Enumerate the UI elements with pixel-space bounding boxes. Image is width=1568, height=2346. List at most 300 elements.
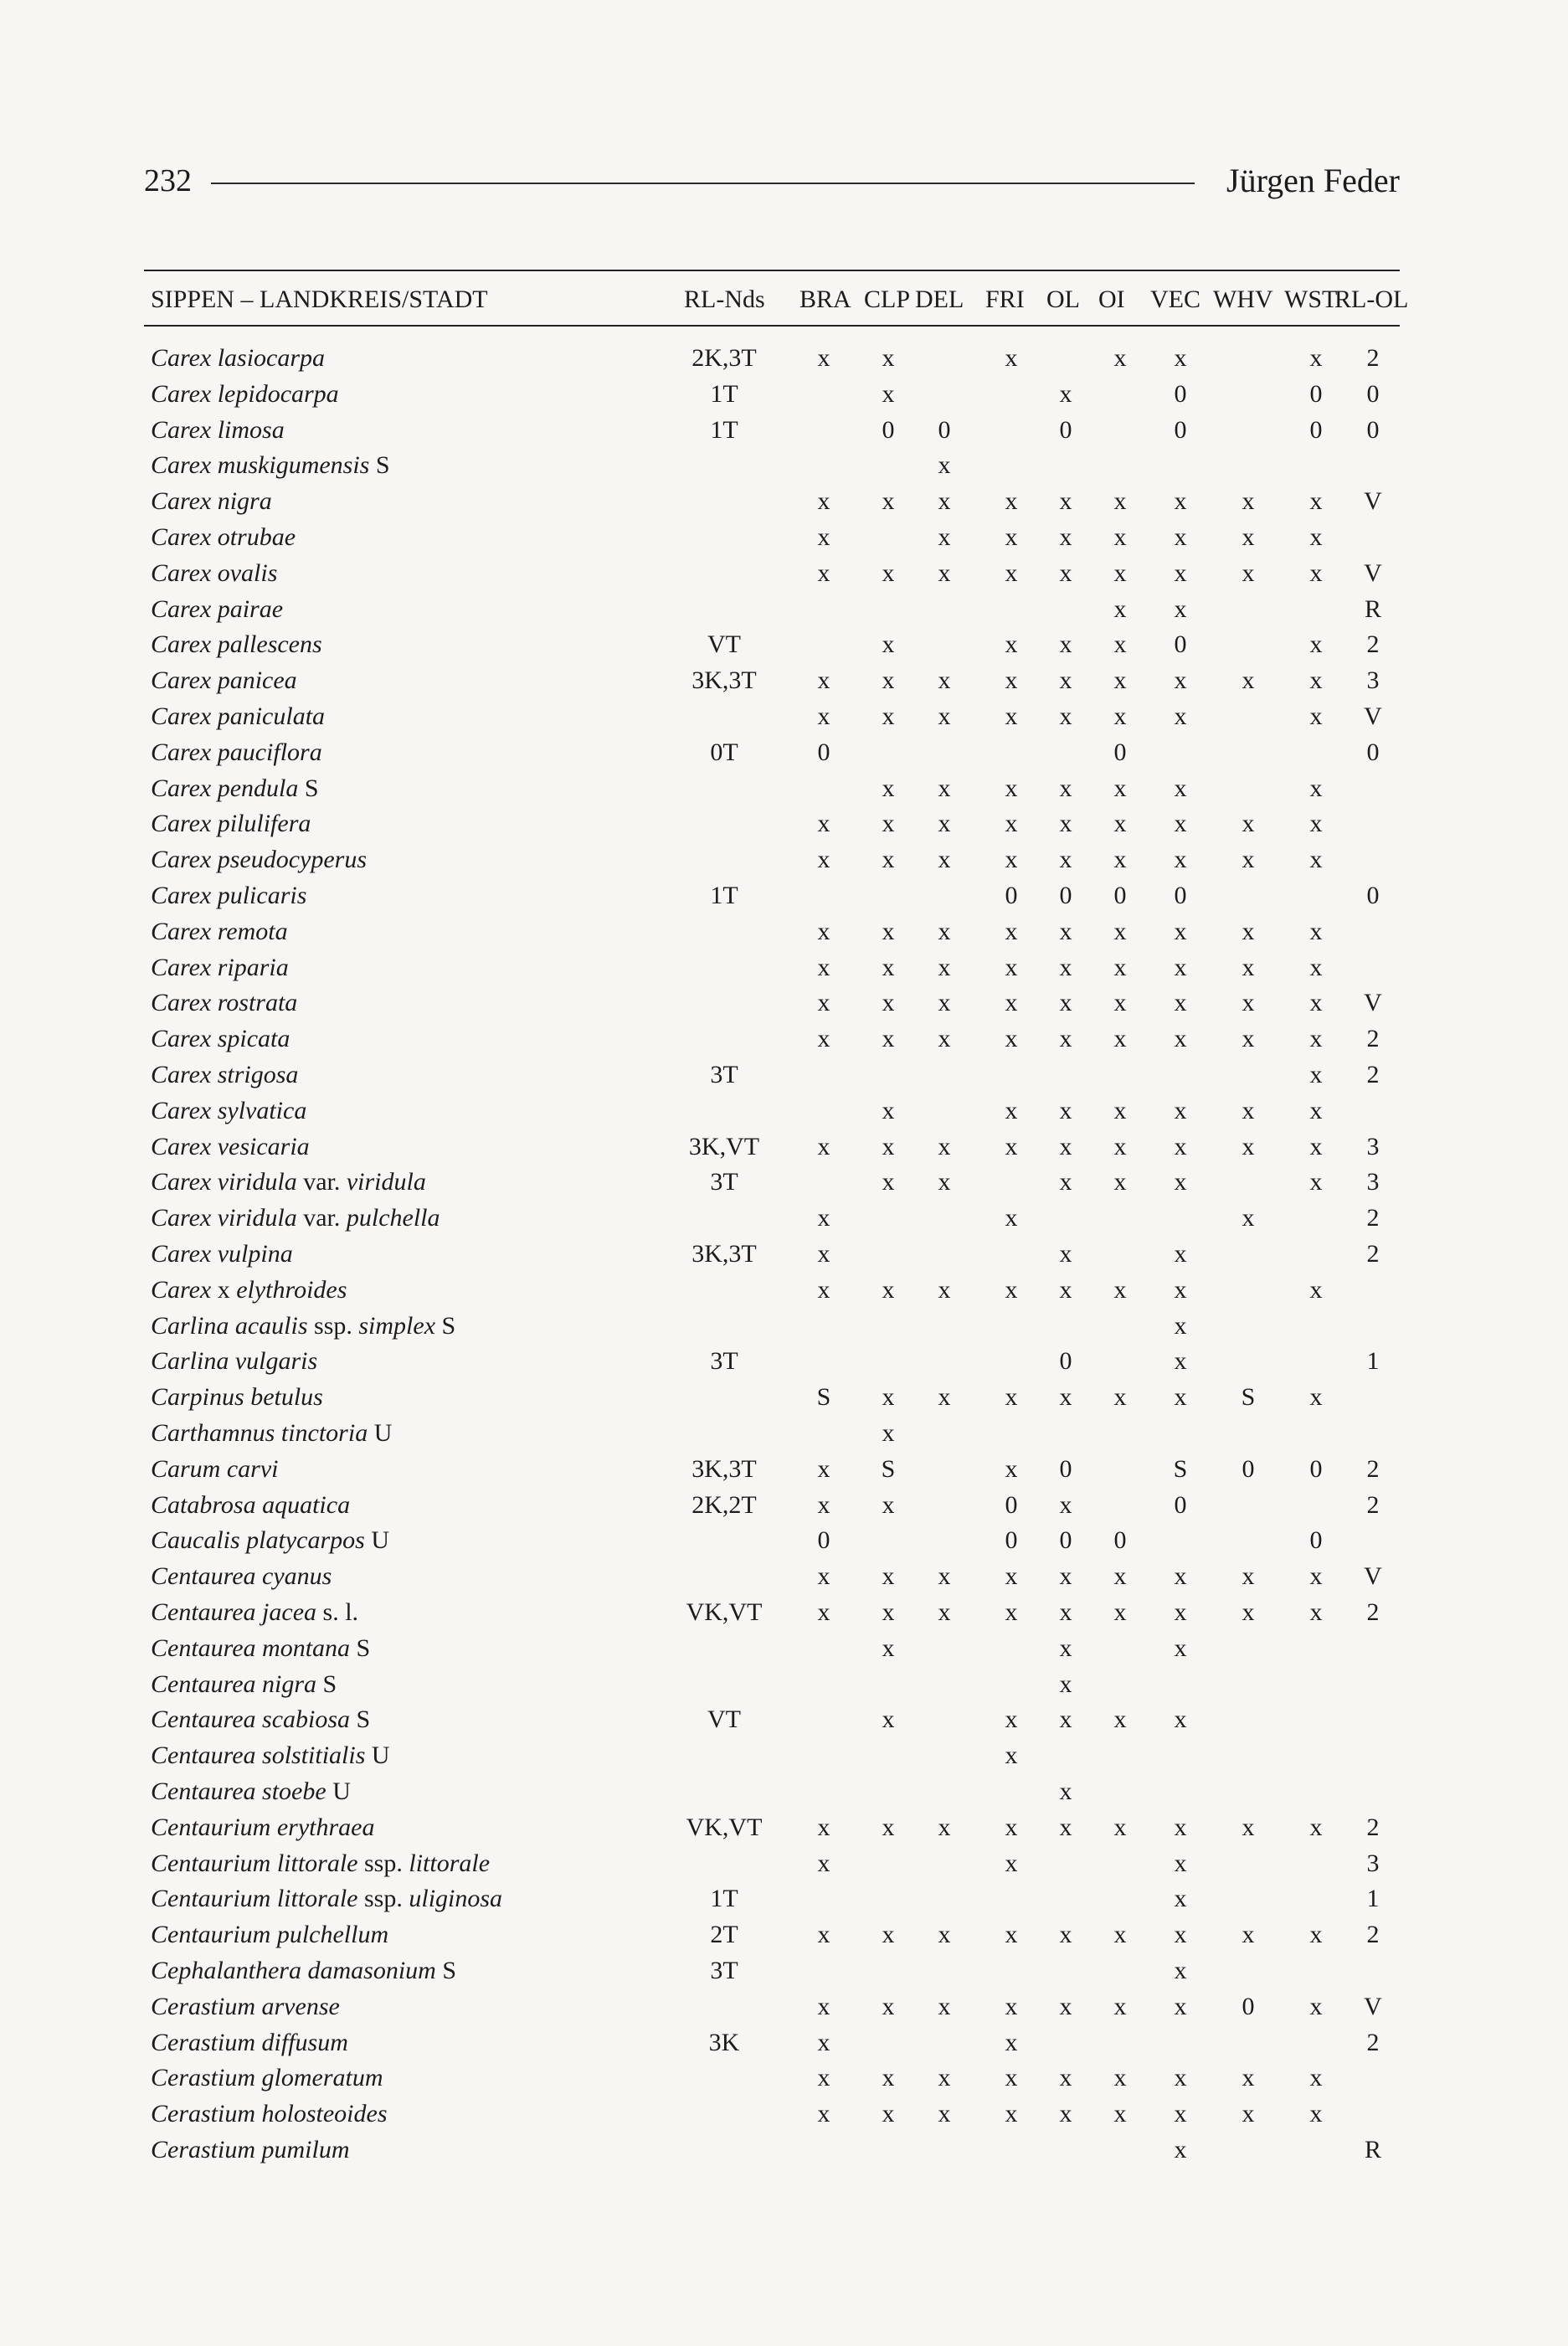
table-cell: x <box>1059 558 1072 587</box>
table-row <box>144 1595 1400 1630</box>
table-cell: 2 <box>1366 630 1380 659</box>
table-cell: 0 <box>1309 379 1323 408</box>
table-cell: x <box>882 1562 895 1591</box>
taxon-name-part: Carex vulpina <box>151 1240 293 1268</box>
table-cell: x <box>1059 630 1072 659</box>
taxon-name <box>151 1021 290 1057</box>
table-cell: x <box>817 846 830 874</box>
table-cell: x <box>1005 1204 1018 1232</box>
table-cell: x <box>882 1275 895 1304</box>
table-cell: 0 <box>1059 882 1072 909</box>
table-cell: x <box>1005 523 1018 551</box>
table-cell: x <box>1174 1347 1187 1376</box>
taxon-name-part: Carex lepidocarpa <box>151 379 339 408</box>
table-cell: x <box>817 1132 830 1160</box>
table-cell: x <box>1113 558 1127 587</box>
table-cell: x <box>1174 1025 1187 1053</box>
table-cell: x <box>1113 1705 1127 1734</box>
table-cell: x <box>1113 594 1127 623</box>
table-cell: VT <box>707 1705 741 1734</box>
column-header: CLP <box>864 286 911 313</box>
table-cell: x <box>1113 774 1127 802</box>
table-cell: x <box>1242 989 1255 1017</box>
table-cell: x <box>817 1598 830 1626</box>
taxon-name <box>151 1165 426 1200</box>
table-cell: x <box>1005 1096 1018 1124</box>
taxon-name <box>151 1344 317 1379</box>
taxon-name-part: S <box>435 1311 456 1340</box>
taxon-name-part: Centaurea stoebe <box>151 1778 326 1805</box>
taxon-name-part: elythroides <box>236 1275 347 1304</box>
taxon-name <box>151 663 297 698</box>
table-cell: S <box>816 1383 831 1412</box>
table-cell: 0 <box>817 738 830 766</box>
table-row <box>144 663 1400 698</box>
table-cell: x <box>882 953 895 981</box>
table-cell: 3 <box>1366 1168 1380 1196</box>
table-cell: 1 <box>1366 1347 1380 1376</box>
table-cell: x <box>882 379 895 408</box>
taxon-name-part: Carex strigosa <box>151 1061 299 1088</box>
taxon-name-part: Carex riparia <box>151 953 289 981</box>
table-cell: x <box>1059 1132 1072 1160</box>
table-row <box>144 771 1400 806</box>
table-cell: x <box>817 523 830 551</box>
table-cell: x <box>1309 2064 1323 2092</box>
table-cell: x <box>1059 774 1072 802</box>
taxon-name-part: U <box>326 1778 351 1805</box>
taxon-name-part: Carex pilulifera <box>151 810 311 838</box>
table-cell: x <box>938 2100 951 2128</box>
table-cell: x <box>1174 1096 1187 1124</box>
table-cell: x <box>1113 1383 1127 1412</box>
table-cell: x <box>1174 2064 1187 2092</box>
table-cell: x <box>938 702 951 730</box>
taxon-name-part: U <box>364 1526 389 1555</box>
table-row <box>144 806 1400 841</box>
table-cell: x <box>938 774 951 802</box>
table-cell: x <box>1059 1633 1072 1662</box>
taxon-name-part: S <box>316 1669 337 1698</box>
table-cell: 3T <box>710 1061 738 1088</box>
table-cell: x <box>1174 558 1187 587</box>
taxon-name <box>151 1057 298 1093</box>
taxon-name-part: var. <box>296 1204 347 1232</box>
table-row <box>144 842 1400 877</box>
table-cell: x <box>1309 1598 1323 1626</box>
taxon-name-part: Carex paniculata <box>151 702 326 730</box>
table-cell: x <box>1005 1025 1018 1053</box>
column-header-taxon: SIPPEN – LANDKREIS/STADT <box>151 286 488 313</box>
table-cell: 1 <box>1366 1885 1380 1913</box>
table-row <box>144 1559 1400 1594</box>
table-cell: x <box>1005 702 1018 730</box>
table-cell: x <box>1174 2100 1187 2128</box>
table-cell: x <box>1113 1562 1127 1591</box>
page-header <box>144 161 1400 201</box>
table-cell: x <box>1174 1168 1187 1196</box>
taxon-name-part: Carlina acaulis <box>151 1311 308 1340</box>
taxon-name <box>151 1738 390 1773</box>
table-cell: 3 <box>1366 666 1380 695</box>
table-cell: x <box>1005 1132 1018 1160</box>
taxon-name-part: S <box>350 1633 371 1662</box>
table-cell: x <box>1174 1992 1187 2020</box>
table-cell: x <box>882 1705 895 1734</box>
table-cell: x <box>1242 1921 1255 1949</box>
table-row <box>144 1989 1400 2024</box>
table-cell: x <box>1174 1849 1187 1877</box>
table-cell: x <box>817 917 830 945</box>
taxon-name <box>151 878 306 913</box>
table-cell: x <box>817 1849 830 1877</box>
table-cell: x <box>1005 989 1018 1017</box>
table-cell: x <box>1174 1240 1187 1268</box>
table-cell: x <box>1005 1741 1018 1770</box>
table-cell: x <box>1174 917 1187 945</box>
table-cell: 3K,VT <box>688 1132 760 1160</box>
table-cell: x <box>1059 1025 1072 1053</box>
table-row <box>144 1309 1400 1344</box>
table-cell: x <box>882 1025 895 1053</box>
table-cell: x <box>882 1168 895 1196</box>
taxon-name <box>151 985 297 1021</box>
table-cell: x <box>938 1813 951 1841</box>
table-cell: 0 <box>1059 1454 1072 1483</box>
table-cell: x <box>1005 1921 1018 1949</box>
table-cell: x <box>1174 1562 1187 1591</box>
taxon-name <box>151 1631 370 1666</box>
taxon-name-part: Cerastium glomeratum <box>151 2064 383 2092</box>
table-row <box>144 1881 1400 1916</box>
table-cell: x <box>882 1096 895 1124</box>
taxon-name-part: Carpinus betulus <box>151 1383 323 1412</box>
table-cell: 3 <box>1366 1849 1380 1877</box>
table-cell: x <box>938 953 951 981</box>
taxon-name-part: Centaurea scabiosa <box>151 1705 351 1734</box>
table-cell: x <box>1174 846 1187 874</box>
table-row <box>144 2060 1400 2096</box>
table-cell: x <box>1174 487 1187 516</box>
table-cell: x <box>938 1275 951 1304</box>
table-cell: x <box>1113 846 1127 874</box>
table-cell: x <box>1309 487 1323 516</box>
taxon-name-part: littorale <box>409 1849 491 1877</box>
table-cell: 0 <box>1113 1526 1127 1555</box>
table-cell: 2 <box>1366 344 1380 372</box>
table-cell: x <box>1059 1705 1072 1734</box>
table-cell: x <box>1309 1275 1323 1304</box>
table-cell: x <box>1242 1813 1255 1841</box>
table-row <box>144 1201 1400 1236</box>
table-row <box>144 1917 1400 1952</box>
table-cell: x <box>938 666 951 695</box>
taxon-name-part: Carex sylvatica <box>151 1096 307 1124</box>
table-row <box>144 1344 1400 1379</box>
table-row <box>144 1846 1400 1881</box>
table-cell: 3T <box>710 1168 738 1196</box>
table-cell: x <box>1113 1992 1127 2020</box>
table-cell: x <box>1309 1383 1323 1412</box>
table-cell: x <box>938 487 951 516</box>
table-cell: x <box>1059 1813 1072 1841</box>
table-header-row <box>144 283 1409 316</box>
table-cell: x <box>938 1168 951 1196</box>
table-cell: x <box>1059 1669 1072 1698</box>
table-cell: x <box>1005 2100 1018 2128</box>
table-cell: x <box>1242 810 1255 838</box>
table-cell: x <box>1005 344 1018 372</box>
table-row <box>144 1129 1400 1165</box>
table-cell: x <box>882 989 895 1017</box>
column-header: OL <box>1046 286 1080 313</box>
table-cell: x <box>1059 953 1072 981</box>
table-cell: x <box>1174 1633 1187 1662</box>
table-cell: x <box>817 558 830 587</box>
table-cell: x <box>817 2064 830 2092</box>
table-cell: x <box>882 1813 895 1841</box>
table-cell: x <box>1242 1132 1255 1160</box>
table-cell: x <box>1113 666 1127 695</box>
table-cell: x <box>1005 774 1018 802</box>
table-cell: VT <box>707 630 741 659</box>
taxon-name-part: Carex nigra <box>151 487 272 516</box>
table-header-rule <box>144 325 1400 327</box>
column-header: DEL <box>915 286 964 313</box>
taxon-name-part: Carex pendula <box>151 774 299 802</box>
taxon-name-part: Carex muskigumensis <box>151 451 370 480</box>
table-cell: x <box>1309 702 1323 730</box>
table-cell: x <box>1005 2028 1018 2056</box>
table-cell: x <box>817 989 830 1017</box>
table-cell: 3 <box>1366 1132 1380 1160</box>
table-cell: x <box>817 810 830 838</box>
table-row <box>144 1452 1400 1487</box>
taxon-name <box>151 520 296 555</box>
table-cell: 0 <box>882 415 895 444</box>
table-cell: 0 <box>1366 415 1380 444</box>
taxon-name-part: Carex viridula <box>151 1168 297 1196</box>
table-row <box>144 592 1400 627</box>
table-cell: x <box>1174 1132 1187 1160</box>
taxon-name-part: var. <box>296 1168 347 1196</box>
table-cell: x <box>1005 1383 1018 1412</box>
table-cell: 1T <box>710 1885 738 1913</box>
table-row <box>144 878 1400 913</box>
table-cell: 3T <box>710 1957 738 1984</box>
table-cell: 0 <box>1005 882 1018 909</box>
table-cell: x <box>1309 558 1323 587</box>
taxon-name <box>151 1129 310 1165</box>
table-cell: x <box>1174 810 1187 838</box>
table-cell: x <box>1059 1383 1072 1412</box>
table-cell: x <box>1309 989 1323 1017</box>
taxon-name-part: simplex <box>358 1311 436 1340</box>
table-cell: x <box>1174 2136 1187 2163</box>
taxon-name <box>151 377 339 412</box>
table-cell: 1T <box>710 415 738 444</box>
table-cell: x <box>1005 1705 1018 1734</box>
table-cell: 2 <box>1366 1240 1380 1268</box>
table-row <box>144 341 1400 376</box>
taxon-name <box>151 842 367 877</box>
column-header: RL-OL <box>1334 286 1409 313</box>
taxon-name-part: x <box>211 1275 237 1304</box>
table-cell: x <box>882 917 895 945</box>
taxon-name-part: ssp. <box>357 1849 409 1877</box>
table-cell: x <box>1174 1813 1187 1841</box>
taxon-name-part: pulchella <box>346 1204 440 1232</box>
taxon-name <box>151 2025 348 2060</box>
table-row <box>144 1631 1400 1666</box>
taxon-name <box>151 627 322 662</box>
table-cell: x <box>1113 2064 1127 2092</box>
column-header: WHV <box>1213 286 1273 313</box>
taxon-name-part: Carex panicea <box>151 666 297 695</box>
table-cell: 0 <box>1242 1992 1255 2020</box>
table-row <box>144 1237 1400 1272</box>
table-cell: 0 <box>1059 1347 1072 1376</box>
taxon-name <box>151 1846 490 1881</box>
table-cell: x <box>1174 953 1187 981</box>
table-cell: x <box>1113 1921 1127 1949</box>
table-row <box>144 1093 1400 1129</box>
taxon-name <box>151 2132 350 2168</box>
taxon-name-part: S <box>350 1705 371 1734</box>
table-cell: x <box>1309 810 1323 838</box>
column-header: VEC <box>1150 286 1200 313</box>
table-cell: x <box>882 1383 895 1412</box>
table-cell: V <box>1364 1992 1382 2020</box>
table-cell: x <box>1309 2100 1323 2128</box>
table-cell: R <box>1364 2136 1382 2163</box>
table-cell: V <box>1364 558 1382 587</box>
table-cell: x <box>1242 487 1255 516</box>
table-cell: x <box>1059 1562 1072 1591</box>
table-cell: x <box>1113 630 1127 659</box>
table-cell: x <box>817 1025 830 1053</box>
taxon-name <box>151 2096 388 2132</box>
table-cell: x <box>882 2064 895 2092</box>
table-cell: x <box>1174 989 1187 1017</box>
taxon-name-part: Centaurea cyanus <box>151 1562 332 1591</box>
table-cell: 2 <box>1366 1490 1380 1519</box>
table-row <box>144 1953 1400 1988</box>
table-cell: x <box>817 702 830 730</box>
table-row <box>144 1738 1400 1773</box>
taxon-name-part: Catabrosa aquatica <box>151 1490 351 1519</box>
taxon-name-part: s. l. <box>316 1598 359 1626</box>
column-header: FRI <box>985 286 1025 313</box>
table-cell: x <box>1005 810 1018 838</box>
table-cell: 0 <box>1174 630 1187 659</box>
table-cell: x <box>1174 1598 1187 1626</box>
taxon-name-part: Carlina vulgaris <box>151 1347 318 1376</box>
table-row <box>144 556 1400 591</box>
table-cell: x <box>1242 917 1255 945</box>
table-cell: x <box>882 1419 895 1447</box>
table-cell: x <box>1059 1275 1072 1304</box>
table-cell: 3K <box>708 2028 740 2056</box>
table-row <box>144 1702 1400 1737</box>
table-cell: x <box>1242 1096 1255 1124</box>
taxon-name-part: U <box>365 1741 390 1770</box>
table-cell: x <box>1005 1813 1018 1841</box>
taxon-name <box>151 1881 502 1916</box>
table-cell: x <box>882 1598 895 1626</box>
table-cell: x <box>882 666 895 695</box>
column-header: BRA <box>799 286 851 313</box>
table-cell: 0 <box>1309 1454 1323 1483</box>
taxon-name-part: Carex pulicaris <box>151 882 307 909</box>
taxon-name-part: Carex pauciflora <box>151 738 322 766</box>
table-cell: x <box>1059 2064 1072 2092</box>
table-cell: x <box>1113 523 1127 551</box>
table-cell: x <box>882 810 895 838</box>
table-cell: x <box>938 917 951 945</box>
table-cell: x <box>938 558 951 587</box>
taxon-name <box>151 806 311 841</box>
taxon-name <box>151 699 325 734</box>
table-cell: x <box>1242 953 1255 981</box>
table-cell: x <box>1174 1957 1187 1984</box>
table-cell: x <box>1059 666 1072 695</box>
table-cell: x <box>882 2100 895 2128</box>
table-cell: x <box>938 989 951 1017</box>
taxon-name-part: Cerastium arvense <box>151 1992 340 2020</box>
table-cell: x <box>1005 2064 1018 2092</box>
taxon-name-part: Carex lasiocarpa <box>151 344 326 372</box>
table-row <box>144 1774 1400 1809</box>
table-cell: 0 <box>1174 379 1187 408</box>
table-cell: x <box>1059 1778 1072 1805</box>
table-cell: x <box>1242 523 1255 551</box>
table-cell: 0 <box>1309 1526 1323 1555</box>
taxon-name-part: Carex ovalis <box>151 558 278 587</box>
table-cell: x <box>1242 1562 1255 1591</box>
table-cell: V <box>1364 487 1382 516</box>
table-cell: x <box>1113 1168 1127 1196</box>
table-cell: x <box>1059 487 1072 516</box>
table-cell: x <box>1242 666 1255 695</box>
table-cell: x <box>1309 1921 1323 1949</box>
table-row <box>144 2025 1400 2060</box>
table-cell: x <box>1309 666 1323 695</box>
table-cell: x <box>1005 630 1018 659</box>
table-cell: x <box>1005 1598 1018 1626</box>
table-cell: 2 <box>1366 1813 1380 1841</box>
table-cell: x <box>1174 1275 1187 1304</box>
table-cell: x <box>938 846 951 874</box>
taxon-name-part: Carex rostrata <box>151 989 298 1017</box>
table-cell: x <box>1174 666 1187 695</box>
table-cell: 1T <box>710 379 738 408</box>
taxon-name-part: Centaurea solstitialis <box>151 1741 366 1770</box>
table-cell: x <box>1309 774 1323 802</box>
taxon-name <box>151 1774 351 1809</box>
table-cell: x <box>938 1562 951 1591</box>
table-cell: x <box>882 1992 895 2020</box>
table-cell: 2 <box>1366 1204 1380 1232</box>
table-cell: x <box>1005 666 1018 695</box>
table-cell: 2K,2T <box>691 1490 757 1519</box>
table-cell: 0 <box>1174 882 1187 909</box>
table-cell: x <box>1005 917 1018 945</box>
table-cell: x <box>1005 1992 1018 2020</box>
table-cell: x <box>1113 1096 1127 1124</box>
table-cell: x <box>938 1025 951 1053</box>
taxon-name-part: Carex pseudocyperus <box>151 846 367 874</box>
